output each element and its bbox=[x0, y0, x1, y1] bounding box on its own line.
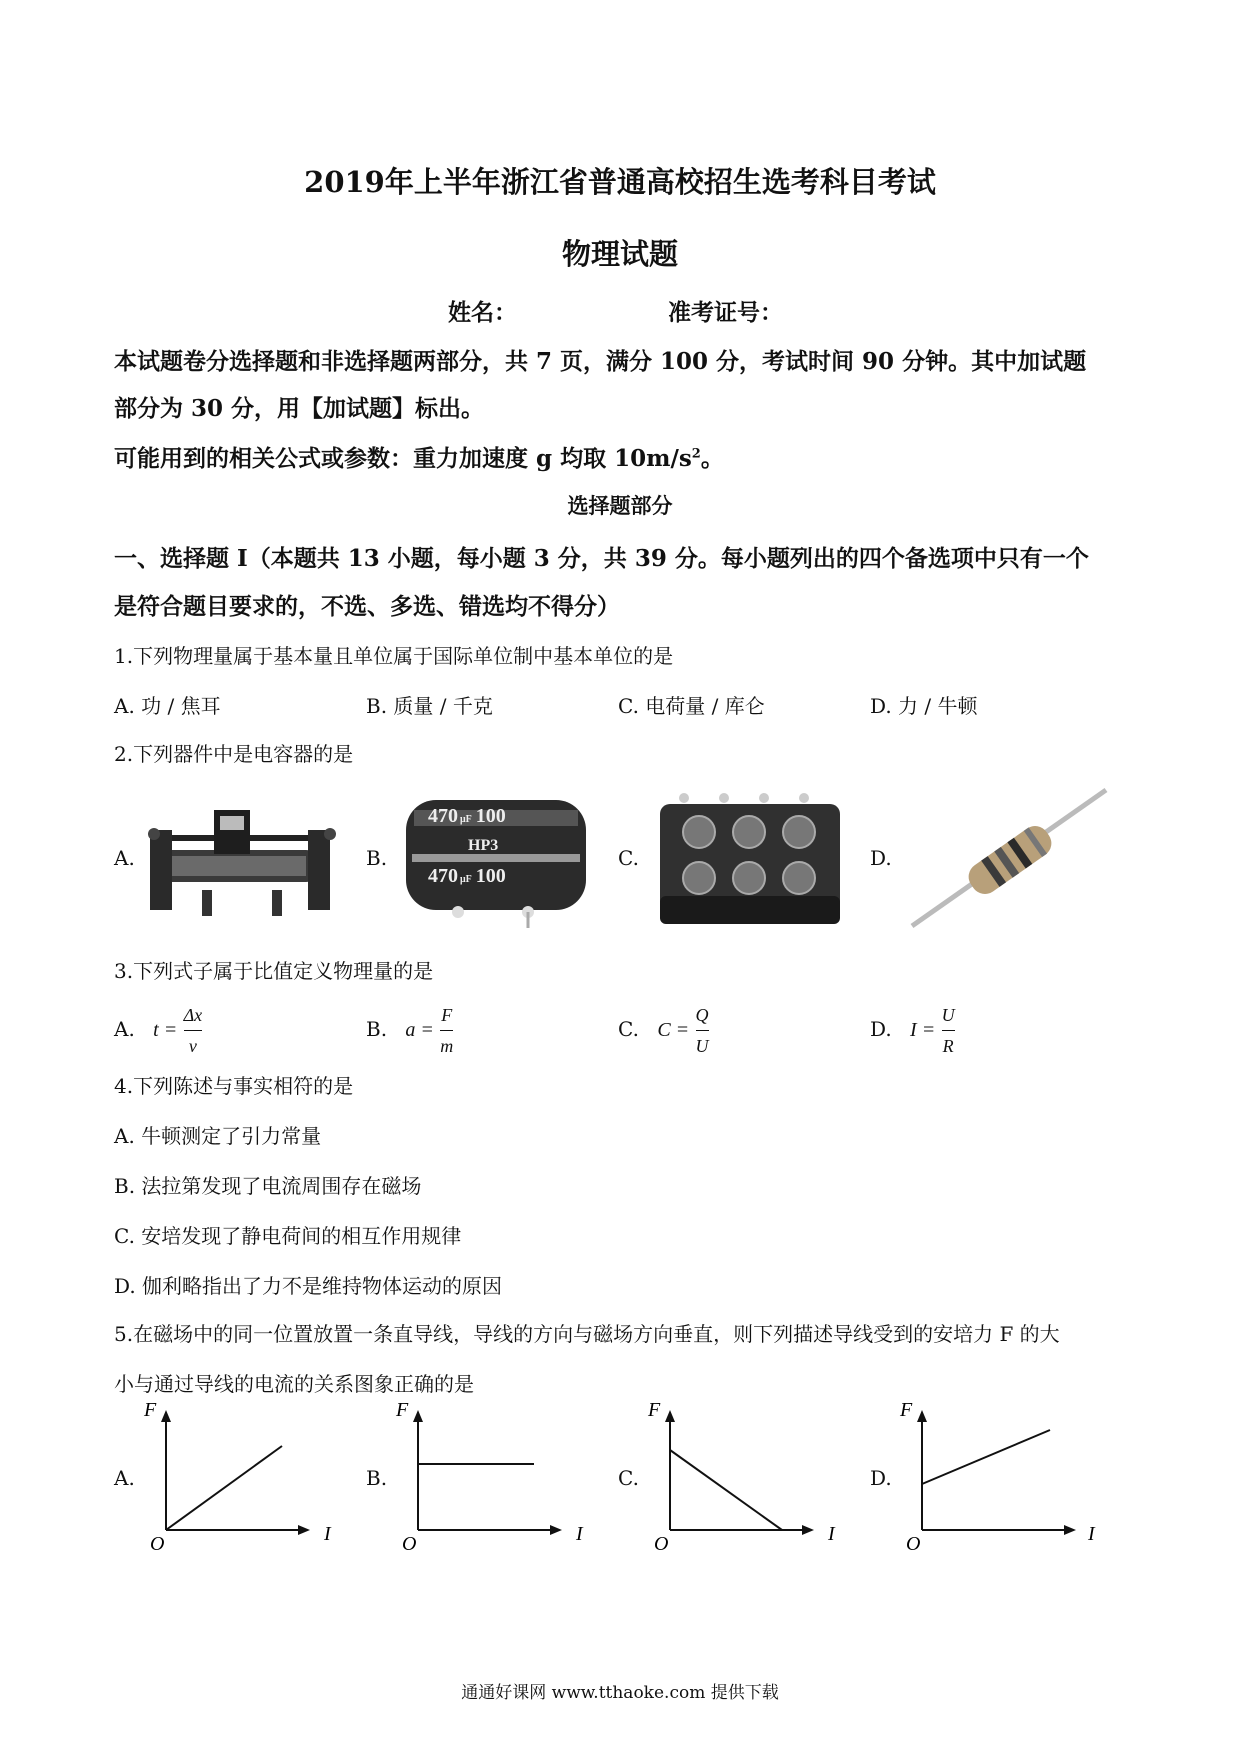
q3-d-fraction bbox=[942, 1000, 955, 1061]
q3-label-d: D. bbox=[870, 1017, 892, 1041]
x-axis-label: I bbox=[828, 1523, 835, 1545]
resistance-box-image bbox=[654, 784, 854, 934]
x-axis-arrow bbox=[802, 1525, 814, 1535]
q5-graph-a bbox=[142, 1400, 342, 1550]
q3-option-a bbox=[114, 1000, 202, 1061]
q3-option-d bbox=[870, 1000, 955, 1061]
capacitor-image bbox=[398, 790, 598, 930]
q2-stem: 2.下列器件中是电容器的是 bbox=[114, 742, 354, 766]
section-heading-2: 是符合题目要求的，不选、多选、错选均不得分） bbox=[114, 593, 620, 620]
y-axis-label: F bbox=[396, 1400, 409, 1421]
q3-d-denominator: R bbox=[942, 1030, 955, 1061]
resistor-image bbox=[906, 782, 1116, 932]
q3-option-c bbox=[618, 1000, 709, 1061]
x-axis-arrow bbox=[298, 1525, 310, 1535]
q3-b-denominator: m bbox=[440, 1030, 453, 1061]
q5-stem-line-1: 5.在磁场中的同一位置放置一条直导线，导线的方向与磁场方向垂直，则下列描述导线受到的安培力 F 的大 bbox=[114, 1322, 1060, 1346]
intro-superscript: 2 bbox=[691, 446, 701, 462]
q3-label-c: C. bbox=[618, 1017, 639, 1041]
q5-label-a: A. bbox=[114, 1466, 135, 1490]
q1-option-c: C. 电荷量 / 库仑 bbox=[618, 694, 765, 718]
x-axis-label: I bbox=[1088, 1523, 1095, 1545]
capacitor-label-top: 470 μF 100 bbox=[428, 805, 506, 827]
q3-stem: 3.下列式子属于比值定义物理量的是 bbox=[114, 959, 434, 983]
y-axis-label: F bbox=[648, 1400, 661, 1421]
q4-option-d: D. 伽利略指出了力不是维持物体运动的原因 bbox=[114, 1274, 503, 1298]
x-axis-label: I bbox=[324, 1523, 331, 1545]
q2-label-c: C. bbox=[618, 846, 639, 870]
q3-a-fraction bbox=[184, 1000, 203, 1061]
q3-c-fraction bbox=[696, 1000, 709, 1061]
section-heading-1: 一、选择题 I（本题共 13 小题，每小题 3 分，共 39 分。每小题列出的四个备选项中只有一个 bbox=[114, 545, 1089, 572]
q1-option-a: A. 功 / 焦耳 bbox=[114, 694, 221, 718]
section-title: 选择题部分 bbox=[567, 493, 673, 518]
y-axis-label: F bbox=[144, 1400, 157, 1421]
graph-line bbox=[670, 1450, 782, 1530]
q3-d-numerator: U bbox=[941, 1005, 955, 1025]
q3-a-denominator: v bbox=[184, 1030, 203, 1061]
y-axis-arrow bbox=[161, 1410, 171, 1422]
y-axis-arrow bbox=[413, 1410, 423, 1422]
footer-text: 通通好课网 www.tthaoke.com 提供下载 bbox=[461, 1683, 779, 1703]
origin-label: O bbox=[150, 1533, 165, 1550]
q3-c-numerator: Q bbox=[695, 1005, 709, 1025]
q3-label-a: A. bbox=[114, 1017, 135, 1041]
intro-line-1: 本试题卷分选择题和非选择题两部分，共 7 页，满分 100 分，考试时间 90 分钟。其中加试题 bbox=[114, 348, 1087, 375]
y-axis-arrow bbox=[665, 1410, 675, 1422]
origin-label: O bbox=[402, 1533, 417, 1550]
q5-label-d: D. bbox=[870, 1466, 892, 1490]
q3-b-numerator: F bbox=[441, 1005, 453, 1025]
origin-label: O bbox=[906, 1533, 921, 1550]
graph-line bbox=[166, 1446, 282, 1530]
q1-stem: 1.下列物理量属于基本量且单位属于国际单位制中基本单位的是 bbox=[114, 644, 674, 668]
q3-a-lhs: t = bbox=[153, 1019, 178, 1041]
intro-line-2: 部分为 30 分，用【加试题】标出。 bbox=[114, 395, 485, 422]
q3-option-b bbox=[366, 1000, 453, 1061]
intro-line-3 bbox=[114, 440, 724, 473]
q4-option-b: B. 法拉第发现了电流周围存在磁场 bbox=[114, 1174, 422, 1198]
q2-label-d: D. bbox=[870, 846, 892, 870]
exam-subtitle: 物理试题 bbox=[561, 237, 678, 271]
q2-label-b: B. bbox=[366, 846, 388, 870]
q4-option-a: A. 牛顿测定了引力常量 bbox=[114, 1124, 322, 1148]
q1-option-b: B. 质量 / 千克 bbox=[366, 694, 493, 718]
y-axis-arrow bbox=[917, 1410, 927, 1422]
q2-label-a: A. bbox=[114, 846, 135, 870]
origin-label: O bbox=[654, 1533, 669, 1550]
exam-title: 2019年上半年浙江省普通高校招生选考科目考试 bbox=[304, 165, 936, 199]
x-axis-arrow bbox=[1064, 1525, 1076, 1535]
rheostat-image bbox=[142, 790, 342, 920]
capacitor-label-bottom: 470 μF 100 bbox=[428, 865, 506, 887]
q3-label-b: B. bbox=[366, 1017, 388, 1041]
q5-label-c: C. bbox=[618, 1466, 639, 1490]
q5-graph-c bbox=[646, 1400, 846, 1550]
q4-stem: 4.下列陈述与事实相符的是 bbox=[114, 1074, 354, 1098]
q3-a-numerator: Δx bbox=[183, 1005, 203, 1025]
q5-stem-line-2: 小与通过导线的电流的关系图象正确的是 bbox=[114, 1372, 474, 1396]
q1-option-d: D. 力 / 牛顿 bbox=[870, 694, 978, 718]
x-axis-arrow bbox=[550, 1525, 562, 1535]
q4-option-c: C. 安培发现了静电荷间的相互作用规律 bbox=[114, 1224, 462, 1248]
q3-d-lhs: I = bbox=[910, 1019, 936, 1041]
capacitor-label-mid: HP3 bbox=[468, 837, 499, 854]
x-axis-label: I bbox=[576, 1523, 583, 1545]
id-label: 准考证号： bbox=[668, 299, 783, 326]
q5-label-b: B. bbox=[366, 1466, 388, 1490]
graph-line bbox=[922, 1430, 1050, 1484]
q3-b-lhs: a = bbox=[405, 1019, 434, 1041]
intro-line-3-end: 。 bbox=[700, 445, 724, 472]
q5-graph-b bbox=[394, 1400, 594, 1550]
intro-line-3-text: 可能用到的相关公式或参数：重力加速度 g 均取 10m/s bbox=[114, 445, 692, 472]
q5-graph-d bbox=[898, 1400, 1108, 1550]
name-label: 姓名： bbox=[448, 299, 517, 326]
q3-c-denominator: U bbox=[696, 1030, 709, 1061]
q3-b-fraction bbox=[440, 1000, 453, 1061]
q3-c-lhs: C = bbox=[657, 1019, 690, 1041]
y-axis-label: F bbox=[900, 1400, 913, 1421]
